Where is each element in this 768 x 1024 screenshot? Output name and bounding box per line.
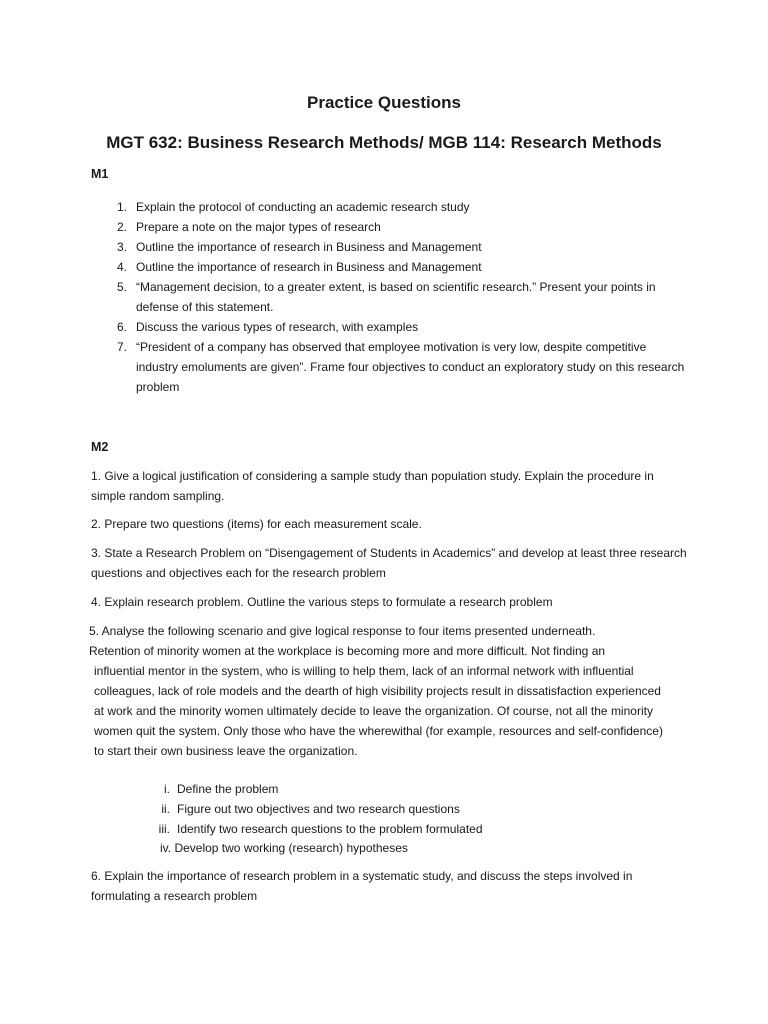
m2-question-6: 6. Explain the importance of research problem in a systematic study, and discuss the steps involved in formulating a research problem — [91, 869, 633, 903]
item-text: Explain the protocol of conducting an academic research study — [136, 200, 470, 214]
list-item — [91, 317, 691, 337]
item-number: 2. — [116, 220, 127, 234]
item-number: 6. — [116, 320, 127, 334]
list-item — [91, 277, 691, 317]
item-number: i. — [164, 782, 170, 796]
item-text: Define the problem — [177, 782, 279, 796]
m2-question-1: 1. Give a logical justification of considering a sample study than population study. Explain the procedure in simple random sampling. — [91, 469, 654, 503]
section-heading-m2: M2 — [91, 440, 109, 454]
list-item — [150, 779, 483, 799]
m2-question-4: 4. Explain research problem. Outline the various steps to formulate a research problem — [91, 595, 553, 609]
section-heading-m1: M1 — [91, 167, 109, 181]
question-5-subitems — [150, 779, 483, 839]
item-number: ii. — [161, 802, 170, 816]
list-item — [150, 799, 483, 819]
question-5-subitem-iv: iv. Develop two working (research) hypotheses — [160, 841, 408, 855]
item-number: 3. — [116, 240, 127, 254]
item-text: Figure out two objectives and two research questions — [177, 802, 460, 816]
list-item — [91, 257, 691, 277]
item-text: Discuss the various types of research, with examples — [136, 320, 419, 334]
course-title: MGT 632: Business Research Methods/ MGB 114: Research Methods — [106, 133, 662, 152]
item-number: 5. — [116, 280, 127, 294]
question-5-intro: 5. Analyse the following scenario and give logical response to four items presented underneath. — [89, 624, 596, 638]
item-text: Identify two research questions to the problem formulated — [177, 822, 483, 836]
item-text: Outline the importance of research in Business and Management — [136, 240, 482, 254]
item-text: “Management decision, to a greater extent, is based on scientific research.” Present your points in defense of this statement. — [136, 280, 656, 314]
question-5-scenario: influential mentor in the system, who is willing to help them, lack of an informal network with influential colleagues, lack of role models and the dearth of high visibility projects result in dissatisfaction experienced at work and the minority women ultimately decide to leave the organization. Of course, not all the minority women quit the system. Only those who have the wherewithal (for example, resources and self-confidence) to start their own business leave the organization. — [94, 664, 663, 758]
m2-question-3: 3. State a Research Problem on “Disengagement of Students in Academics” and develop at least three research questions and objectives each for the research problem — [91, 546, 687, 580]
m1-question-list — [91, 197, 691, 397]
page-title: Practice Questions — [306, 93, 461, 112]
item-number: 1. — [116, 200, 127, 214]
list-item — [91, 337, 691, 397]
item-number: 7. — [116, 340, 127, 354]
m2-question-5 — [89, 621, 689, 761]
list-item — [91, 237, 691, 257]
item-text: Outline the importance of research in Business and Management — [136, 260, 482, 274]
m2-question-2: 2. Prepare two questions (items) for each measurement scale. — [91, 517, 422, 531]
question-5-scenario-first-line: Retention of minority women at the workplace is becoming more and more difficult. Not finding an — [89, 644, 606, 658]
item-text: “President of a company has observed that employee motivation is very low, despite competitive industry emoluments are given”. Frame four objectives to conduct an exploratory study on this research problem — [136, 340, 685, 394]
list-item — [150, 819, 483, 839]
list-item — [91, 197, 691, 217]
item-number: 4. — [116, 260, 127, 274]
list-item — [91, 217, 691, 237]
item-number: iii. — [158, 822, 170, 836]
item-text: Prepare a note on the major types of research — [136, 220, 381, 234]
